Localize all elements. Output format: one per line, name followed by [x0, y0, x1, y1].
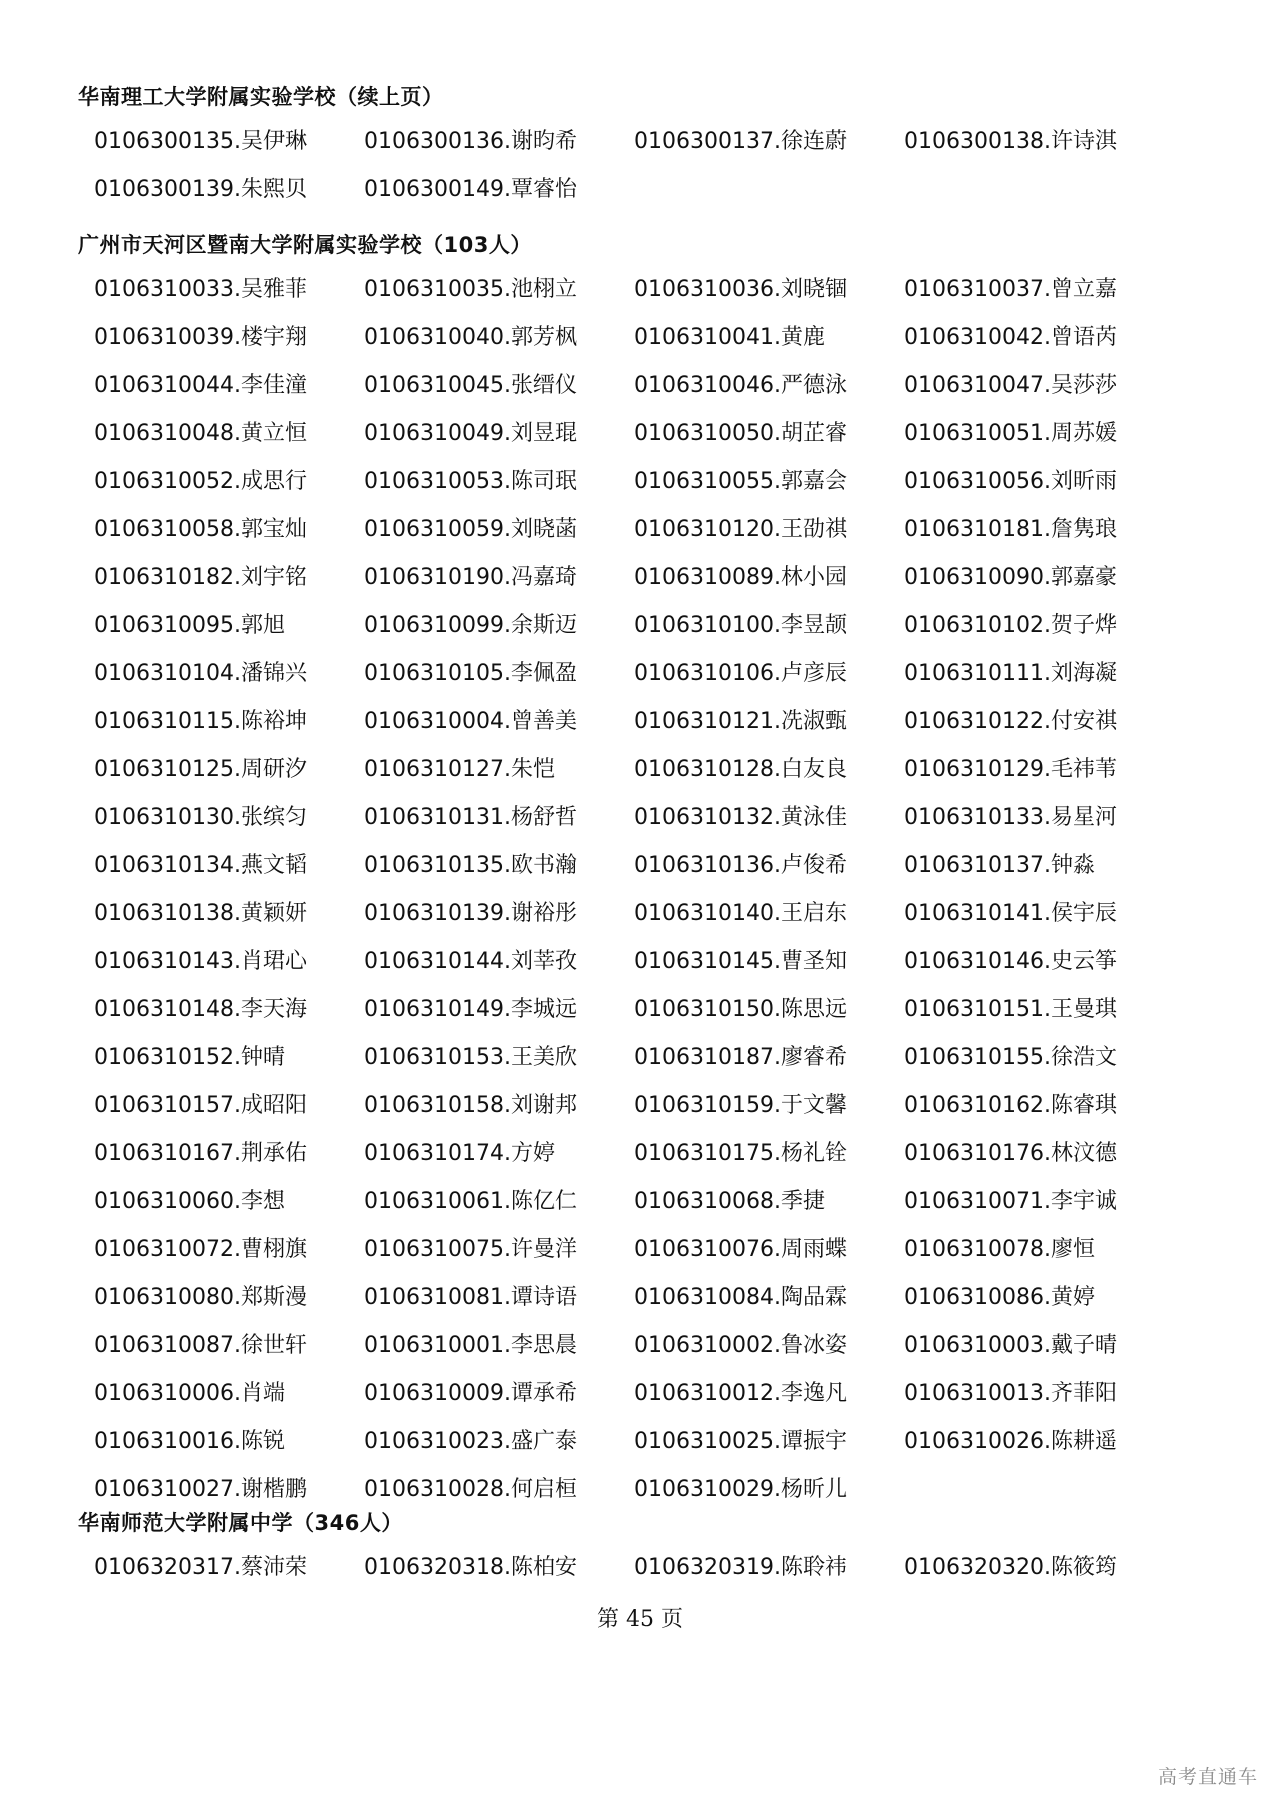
student-entry: 0106310153.王美欣 [364, 1045, 577, 1070]
student-entry: 0106310135.欧书瀚 [364, 853, 577, 878]
school-section [78, 224, 1198, 1514]
student-entry: 0106310028.何启桓 [364, 1477, 577, 1502]
student-entry: 0106310036.刘晓锢 [634, 277, 847, 302]
student-entry: 0106310162.陈睿琪 [904, 1093, 1117, 1118]
student-entry: 0106310053.陈司珉 [364, 469, 577, 494]
student-entry: 0106310115.陈裕坤 [94, 709, 307, 734]
student-entry: 0106310140.王启东 [634, 901, 847, 926]
page-number: 第 45 页 [597, 1607, 683, 1632]
student-list [94, 266, 1198, 1514]
student-entry: 0106310037.曾立嘉 [904, 277, 1117, 302]
student-entry: 0106310095.郭旭 [94, 613, 285, 638]
student-entry: 0106310181.詹隽琅 [904, 517, 1117, 542]
student-entry: 0106310025.谭振宇 [634, 1429, 847, 1454]
student-entry: 0106310146.史云筝 [904, 949, 1117, 974]
student-entry: 0106310072.曹栩旗 [94, 1237, 307, 1262]
student-entry: 0106310136.卢俊希 [634, 853, 847, 878]
student-entry: 0106310106.卢彦辰 [634, 661, 847, 686]
student-entry: 0106310045.张缙仪 [364, 373, 577, 398]
student-entry: 0106310143.肖珺心 [94, 949, 307, 974]
student-entry: 0106320320.陈筱筠 [904, 1555, 1117, 1580]
student-entry: 0106310132.黄泳佳 [634, 805, 847, 830]
school-title: 广州市天河区暨南大学附属实验学校（103人） [78, 233, 532, 257]
student-entry: 0106310145.曹圣知 [634, 949, 847, 974]
school-section [78, 1502, 1198, 1592]
student-entry: 0106310187.廖睿希 [634, 1045, 847, 1070]
student-entry: 0106310016.陈锐 [94, 1429, 285, 1454]
student-entry: 0106310167.荆承佑 [94, 1141, 307, 1166]
student-entry: 0106310150.陈思远 [634, 997, 847, 1022]
student-entry: 0106310087.徐世轩 [94, 1333, 307, 1358]
school-title: 华南理工大学附属实验学校（续上页） [78, 85, 444, 109]
student-entry: 0106310026.陈耕遥 [904, 1429, 1117, 1454]
school-section [78, 76, 1198, 214]
student-entry: 0106310125.周研汐 [94, 757, 307, 782]
student-entry: 0106310157.成昭阳 [94, 1093, 307, 1118]
student-entry: 0106310144.刘莘孜 [364, 949, 577, 974]
student-entry: 0106310084.陶品霖 [634, 1285, 847, 1310]
student-entry: 0106310151.王曼琪 [904, 997, 1117, 1022]
student-entry: 0106310027.谢楷鹏 [94, 1477, 307, 1502]
student-entry: 0106310044.李佳潼 [94, 373, 307, 398]
student-entry: 0106310009.谭承希 [364, 1381, 577, 1406]
student-entry: 0106310029.杨昕儿 [634, 1477, 847, 1502]
student-entry: 0106310086.黄婷 [904, 1285, 1095, 1310]
student-entry: 0106310090.郭嘉豪 [904, 565, 1117, 590]
student-entry: 0106300139.朱熙贝 [94, 177, 307, 202]
student-entry: 0106310006.肖端 [94, 1381, 285, 1406]
student-entry: 0106310071.李宇诚 [904, 1189, 1117, 1214]
student-entry: 0106310061.陈亿仁 [364, 1189, 577, 1214]
student-entry: 0106310039.楼宇翔 [94, 325, 307, 350]
student-entry: 0106310080.郑斯漫 [94, 1285, 307, 1310]
student-entry: 0106310055.郭嘉会 [634, 469, 847, 494]
student-entry: 0106310099.余斯迈 [364, 613, 577, 638]
student-entry: 0106310023.盛广泰 [364, 1429, 577, 1454]
student-entry: 0106310075.许曼洋 [364, 1237, 577, 1262]
student-entry: 0106310001.李思晨 [364, 1333, 577, 1358]
watermark-text: 高考直通车 [1157, 1766, 1258, 1788]
student-entry: 0106310049.刘昱琨 [364, 421, 577, 446]
student-entry: 0106300137.徐连蔚 [634, 129, 847, 154]
student-entry: 0106310139.谢裕彤 [364, 901, 577, 926]
student-list [94, 1544, 1198, 1592]
student-entry: 0106310152.钟晴 [94, 1045, 285, 1070]
student-entry: 0106310176.林汶德 [904, 1141, 1117, 1166]
student-entry: 0106310105.李佩盈 [364, 661, 577, 686]
student-entry: 0106310081.谭诗语 [364, 1285, 577, 1310]
student-entry: 0106310076.周雨蝶 [634, 1237, 847, 1262]
student-entry: 0106300135.吴伊琳 [94, 129, 307, 154]
student-entry: 0106310134.燕文韬 [94, 853, 307, 878]
student-entry: 0106310004.曾善美 [364, 709, 577, 734]
student-entry: 0106320318.陈柏安 [364, 1555, 577, 1580]
student-entry: 0106310182.刘宇铭 [94, 565, 307, 590]
student-entry: 0106310059.刘晓菡 [364, 517, 577, 542]
student-entry: 0106320319.陈聆祎 [634, 1555, 847, 1580]
student-entry: 0106310137.钟淼 [904, 853, 1095, 878]
school-title: 华南师范大学附属中学（346人） [78, 1511, 403, 1535]
student-entry: 0106310035.池栩立 [364, 277, 577, 302]
student-entry: 0106300136.谢昀希 [364, 129, 577, 154]
student-entry: 0106310130.张缤匀 [94, 805, 307, 830]
student-entry: 0106310174.方婷 [364, 1141, 555, 1166]
student-entry: 0106310158.刘谢邦 [364, 1093, 577, 1118]
student-entry: 0106310051.周苏媛 [904, 421, 1117, 446]
student-entry: 0106310104.潘锦兴 [94, 661, 307, 686]
student-entry: 0106310129.毛祎苇 [904, 757, 1117, 782]
student-entry: 0106310046.严德泳 [634, 373, 847, 398]
student-entry: 0106310121.冼淑甄 [634, 709, 847, 734]
student-entry: 0106310127.朱恺 [364, 757, 555, 782]
student-entry: 0106310003.戴子晴 [904, 1333, 1117, 1358]
student-entry: 0106320317.蔡沛荣 [94, 1555, 307, 1580]
student-entry: 0106300138.许诗淇 [904, 129, 1117, 154]
student-entry: 0106310002.鲁冰姿 [634, 1333, 847, 1358]
student-entry: 0106310149.李城远 [364, 997, 577, 1022]
student-entry: 0106310041.黄鹿 [634, 325, 825, 350]
student-list [94, 118, 1198, 214]
student-entry: 0106310042.曾语芮 [904, 325, 1117, 350]
student-entry: 0106310052.成思行 [94, 469, 307, 494]
student-entry: 0106310012.李逸凡 [634, 1381, 847, 1406]
student-entry: 0106310068.季捷 [634, 1189, 825, 1214]
student-entry: 0106310102.贺子烨 [904, 613, 1117, 638]
student-entry: 0106310089.林小园 [634, 565, 847, 590]
student-entry: 0106310048.黄立恒 [94, 421, 307, 446]
student-entry: 0106310131.杨舒哲 [364, 805, 577, 830]
student-entry: 0106310078.廖恒 [904, 1237, 1095, 1262]
student-entry: 0106310033.吴雅菲 [94, 277, 307, 302]
student-entry: 0106310120.王劭祺 [634, 517, 847, 542]
student-entry: 0106310058.郭宝灿 [94, 517, 307, 542]
student-entry: 0106310060.李想 [94, 1189, 285, 1214]
student-entry: 0106310050.胡芷睿 [634, 421, 847, 446]
student-entry: 0106310122.付安祺 [904, 709, 1117, 734]
student-entry: 0106310175.杨礼铨 [634, 1141, 847, 1166]
student-entry: 0106310148.李天海 [94, 997, 307, 1022]
student-entry: 0106310100.李昱颉 [634, 613, 847, 638]
student-entry: 0106310190.冯嘉琦 [364, 565, 577, 590]
student-entry: 0106310155.徐浩文 [904, 1045, 1117, 1070]
student-entry: 0106310040.郭芳枫 [364, 325, 577, 350]
student-entry: 0106310138.黄颖妍 [94, 901, 307, 926]
student-entry: 0106310141.侯宇辰 [904, 901, 1117, 926]
student-entry: 0106310013.齐菲阳 [904, 1381, 1117, 1406]
student-entry: 0106310056.刘昕雨 [904, 469, 1117, 494]
student-entry: 0106310047.吴莎莎 [904, 373, 1117, 398]
student-entry: 0106300149.覃睿怡 [364, 177, 577, 202]
student-entry: 0106310159.于文馨 [634, 1093, 847, 1118]
student-entry: 0106310128.白友良 [634, 757, 847, 782]
student-entry: 0106310133.易星河 [904, 805, 1117, 830]
student-entry: 0106310111.刘海凝 [904, 661, 1117, 686]
